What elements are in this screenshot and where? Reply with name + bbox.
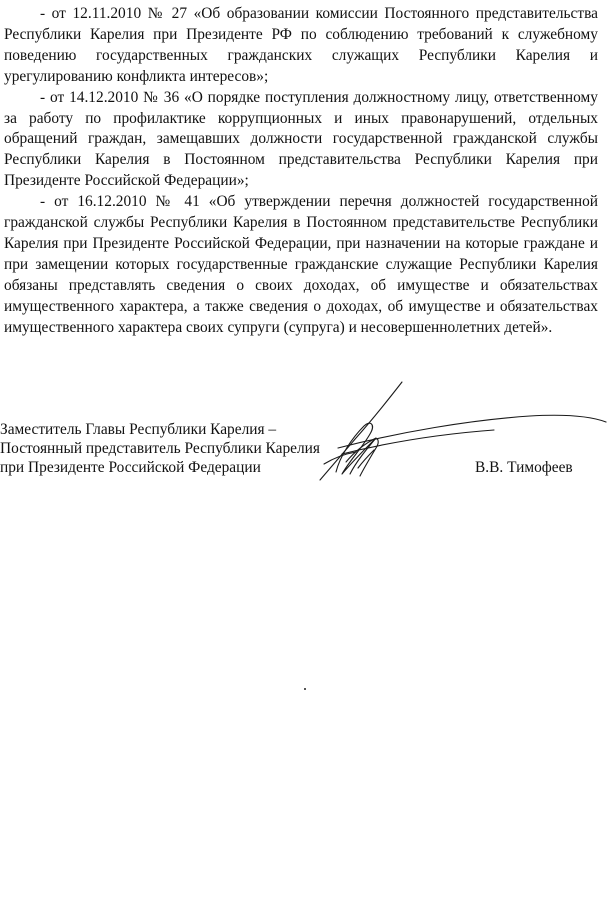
paragraph-order-41: - от 16.12.2010 № 41 «Об утверждении перечня должностей государственной гражданской службы Республики Карелия в Постоянном представительстве Республики Карелия при Президенте Российской Федерации, при назначении на которые граждане и при замещении которых государственные гражданские служащие Республики Карелия обязаны представлять сведения о своих доходах, об имуществе и обязательствах имущественного характера, а также сведения о доходах, об имуществе и обязательствах имущественного характера своих супруги (супруга) и несовершеннолетних детей». — [4, 193, 598, 336]
signatory-name: В.В. Тимофеев — [475, 459, 573, 476]
signatory-position — [0, 420, 380, 477]
paragraph-order-36: - от 14.12.2010 № 36 «О порядке поступления должностному лицу, ответственному за работу по профилактике коррупционных и иных правонарушений, отдельных обращений граждан, замещавших должности государственной гражданской службы Республики Карелия в Постоянном представительства Республики Карелия при Президенте Российской Федерации»; — [4, 88, 598, 190]
paragraph-order-27: - от 12.11.2010 № 27 «Об образовании комиссии Постоянного представительства Республики Карелия при Президенте РФ по соблюдению требований к служебному поведению государственных гражданских служащих Республики Карелия и урегулированию конфликта интересов»; — [4, 5, 598, 85]
position-line: Заместитель Главы Республики Карелия – — [0, 421, 277, 438]
position-line: при Президенте Российской Федерации — [0, 459, 261, 476]
position-line: Постоянный представитель Республики Карелия — [0, 440, 320, 457]
document-body — [4, 4, 598, 339]
scan-speck — [304, 688, 306, 690]
